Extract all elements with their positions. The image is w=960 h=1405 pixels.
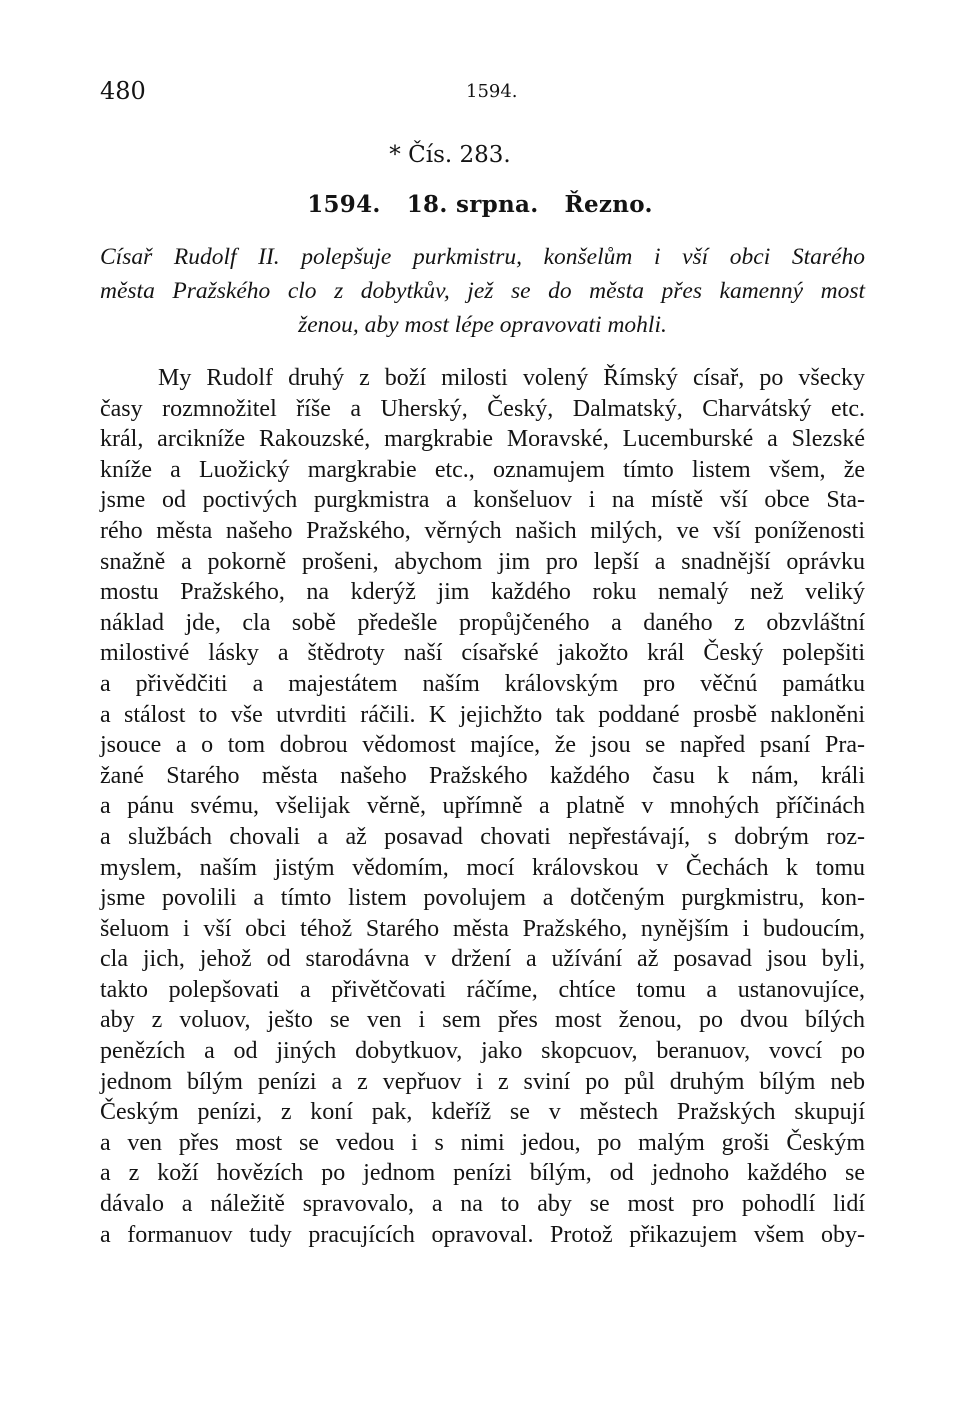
body-line: aby z voluov, ješto se ven i sem přes most ženou, po dvou bílých bbox=[100, 1007, 865, 1034]
running-head: 1594. bbox=[466, 81, 518, 102]
body-line: kníže a Luožický margkrabie etc., oznamujem tímto listem všem, že bbox=[100, 456, 865, 483]
dateline-place: Řezno. bbox=[564, 191, 653, 218]
document-dateline bbox=[0, 190, 960, 220]
summary-line: ženou, aby most lépe opravovati mohli. bbox=[298, 312, 667, 338]
body-line: jsme povolili a tímto listem povolujem a dotčeným purgkmistru, kon- bbox=[100, 885, 865, 912]
body-line: král, arcikníže Rakouzské, margkrabie Moravské, Lucemburské a Slezské bbox=[100, 426, 865, 453]
body-line: a přivědčiti a majestátem naším královským pro věčnú památku bbox=[100, 670, 865, 697]
body-line: a formanuov tudy pracujících opravoval. Protož přikazujem všem oby- bbox=[100, 1221, 865, 1248]
summary-line: města Pražského clo z dobytkův, jež se do města přes kamenný most bbox=[100, 278, 865, 304]
body-line: jsouce a o tom dobrou vědomost majíce, že jsou se napřed psaní Pra- bbox=[100, 732, 865, 759]
body-line: náklad jde, cla sobě předešle propůjčeného a daného z obzvláštní bbox=[100, 609, 865, 636]
body-line: jsme od poctivých purgkmistra a konšeluov i na místě vší obce Sta- bbox=[100, 487, 865, 514]
body-line: jednom bílým penízi a z vepřuov i z sviní po půl druhým bílým neb bbox=[100, 1068, 865, 1095]
body-line: takto polepšovati a přivětčovati ráčíme, chtíce tomu a ustanovujíce, bbox=[100, 976, 865, 1003]
body-line: a ven přes most se vedou i s nimi jedou, po malým groši Českým bbox=[100, 1129, 865, 1156]
body-line: šeluom i vší obci téhož Starého města Pražského, nynějším i budoucím, bbox=[100, 915, 865, 942]
page-number: 480 bbox=[100, 77, 146, 105]
body-line: a službách chovali a až posavad chovati nepřestávají, s dobrým roz- bbox=[100, 823, 865, 850]
body-line: a stálost to vše utvrditi ráčili. K jejichžto tak poddané prosbě nakloněni bbox=[100, 701, 865, 728]
body-line: a pánu svému, všelijak věrně, upřímně a platně v mnohých příčinách bbox=[100, 793, 865, 820]
body-line: My Rudolf druhý z boží milosti volený Římský císař, po všecky bbox=[158, 365, 865, 391]
body-line: dávalo a náležitě spravovalo, a na to aby se most pro pohodlí lidí bbox=[100, 1191, 865, 1218]
document-number bbox=[0, 140, 960, 170]
footnote-marker: * bbox=[389, 142, 401, 168]
body-line: myslem, naším jistým vědomím, mocí královskou v Čechách k tomu bbox=[100, 854, 865, 881]
body-line: cla jich, jehož od starodávna v držení a užívání až posavad jsou byli, bbox=[100, 946, 865, 973]
body-line: mostu Pražského, na kderýž jim každého roku nemalý než veliký bbox=[100, 579, 865, 606]
body-line: rého města našeho Pražského, věrných našich milých, ve vší poníženosti bbox=[100, 517, 865, 544]
summary-line: Císař Rudolf II. polepšuje purkmistru, konšelům i vší obci Starého bbox=[100, 244, 865, 270]
dateline-date: 18. srpna. bbox=[406, 191, 539, 218]
body-line: žané Starého města našeho Pražského každého času k nám, králi bbox=[100, 762, 865, 789]
document-summary bbox=[100, 240, 865, 342]
body-line: snažně a pokorně prošeni, abychom jim pro lepší a snadnější oprávku bbox=[100, 548, 865, 575]
body-line: a z koží hovězích po jednom penízi bílým, od jednoho každého se bbox=[100, 1160, 865, 1187]
body-line: Českým penízi, z koní pak, kdeříž se v městech Pražských skupují bbox=[100, 1099, 865, 1126]
document-body bbox=[100, 363, 865, 1250]
body-line: milostivé lásky a štědroty naší císařské jakožto král Český polepšiti bbox=[100, 640, 865, 667]
dateline-year: 1594. bbox=[307, 191, 381, 218]
number-label: Čís. 283. bbox=[408, 142, 511, 168]
body-line: časy rozmnožitel říše a Uherský, Český, Dalmatský, Charvátský etc. bbox=[100, 395, 865, 422]
body-line: penězích a od jiných dobytkuov, jako skopcuov, beranuov, vovcí po bbox=[100, 1038, 865, 1065]
